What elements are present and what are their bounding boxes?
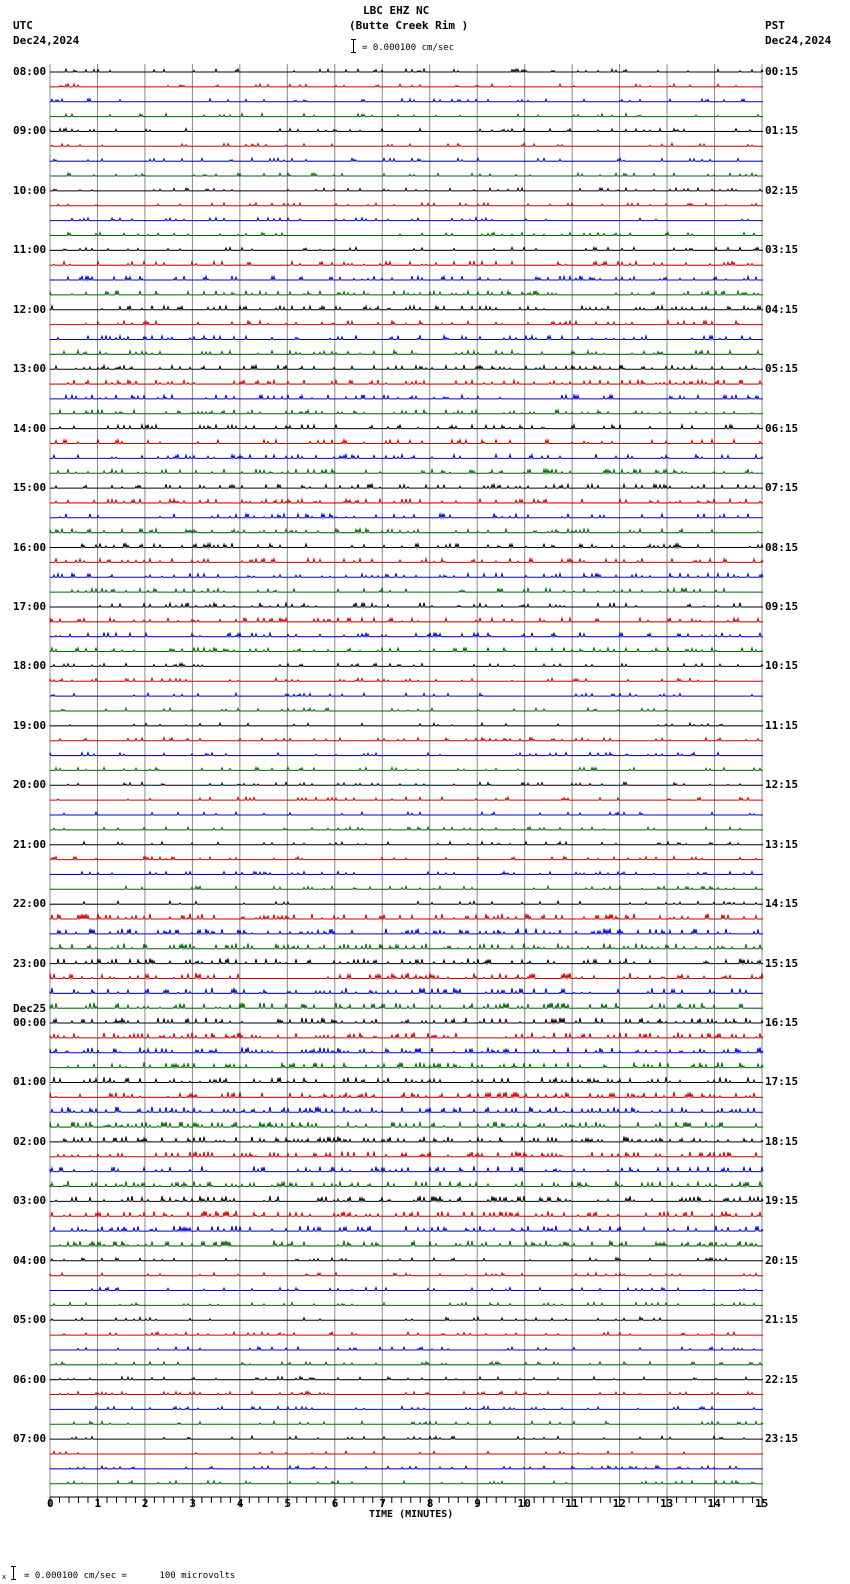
trace-line (50, 1003, 763, 1008)
trace-line (50, 1166, 763, 1171)
pst-hour-label: 09:15 (765, 599, 799, 613)
trace-line (50, 188, 763, 191)
pst-hour-label: 18:15 (765, 1134, 799, 1148)
footer-scale-bar-icon (11, 1566, 16, 1580)
footer-mark: x (2, 1573, 7, 1581)
trace-line (50, 1211, 763, 1216)
pst-hour-label: 02:15 (765, 183, 799, 197)
trace-line (50, 647, 763, 651)
utc-hour-label: 12:00 (13, 302, 47, 316)
trace-line (50, 618, 763, 622)
trace-line (50, 1392, 763, 1395)
trace-line (50, 1421, 763, 1424)
trace-line (50, 218, 763, 221)
trace-line (50, 812, 763, 815)
trace-line (50, 514, 763, 518)
x-tick-label: 7 (379, 1497, 386, 1510)
trace-line (50, 543, 763, 547)
pst-hour-label: 04:15 (765, 302, 799, 316)
pst-hour-label: 03:15 (765, 243, 799, 257)
utc-hour-label: 15:00 (13, 481, 47, 495)
trace-line (50, 1077, 763, 1082)
utc-hour-label: 18:00 (13, 659, 47, 673)
trace-line (50, 797, 763, 800)
trace-line (50, 723, 763, 726)
trace-line (50, 603, 763, 607)
trace-line (50, 1436, 763, 1439)
x-tick-label: 4 (236, 1497, 244, 1510)
trace-line (50, 499, 763, 503)
pst-hour-label: 17:15 (765, 1075, 799, 1089)
trace-line (50, 768, 763, 771)
trace-line (50, 901, 763, 904)
pst-hour-label: 12:15 (765, 778, 799, 792)
utc-hour-label: 02:00 (13, 1134, 47, 1148)
x-tick-label: 1 (94, 1497, 102, 1510)
utc-hour-label: 05:00 (13, 1313, 47, 1327)
scale-text: = 0.000100 cm/sec (362, 43, 455, 53)
trace-line (50, 988, 763, 993)
trace-line (50, 1152, 763, 1157)
pst-hour-label: 10:15 (765, 659, 799, 673)
pst-hour-label: 16:15 (765, 1016, 799, 1030)
utc-hour-label: 19:00 (13, 718, 47, 732)
pst-hour-label: 05:15 (765, 362, 799, 376)
trace-line (50, 842, 763, 845)
utc-hour-label: 23:00 (13, 956, 47, 970)
trace-line (50, 306, 763, 310)
trace-line (50, 380, 763, 384)
trace-line (50, 633, 763, 637)
trace-line (50, 529, 763, 533)
trace-line (50, 708, 763, 711)
x-tick-label: 5 (284, 1497, 291, 1510)
trace-line (50, 99, 763, 102)
utc-hour-label: 01:00 (13, 1075, 47, 1089)
trace-line (50, 1196, 763, 1201)
utc-hour-label: 17:00 (13, 599, 47, 613)
trace-line (50, 276, 763, 280)
utc-hour-label: 20:00 (13, 778, 47, 792)
pst-hour-label: 06:15 (765, 421, 799, 435)
trace-line (50, 173, 763, 176)
x-tick-label: 8 (426, 1497, 434, 1510)
pst-hour-label: 00:15 (765, 65, 799, 78)
pst-hour-label: 07:15 (765, 481, 799, 495)
trace-line (50, 1377, 763, 1380)
trace-line (50, 738, 763, 741)
x-tick-label: 3 (189, 1497, 197, 1510)
trace-line (50, 247, 763, 250)
pst-hour-label: 11:15 (765, 718, 799, 732)
trace-line (50, 1302, 763, 1305)
trace-line (50, 1317, 763, 1320)
x-tick-label: 9 (474, 1497, 481, 1510)
x-tick-label: 12 (612, 1497, 626, 1510)
utc-hour-label: 08:00 (13, 65, 47, 78)
trace-line (50, 1347, 763, 1350)
trace-line (50, 958, 763, 963)
trace-line (50, 69, 763, 72)
pst-hour-label: 08:15 (765, 540, 799, 554)
trace-line (50, 1062, 763, 1067)
trace-line (50, 558, 763, 562)
x-tick-label: 13 (660, 1497, 674, 1510)
trace-line (50, 410, 763, 414)
trace-line (50, 1288, 763, 1291)
trace-line (50, 454, 763, 458)
utc-hour-label: 07:00 (13, 1432, 47, 1446)
left-date: Dec24,2024 (13, 34, 80, 47)
trace-line (50, 1092, 763, 1097)
trace-line (50, 203, 763, 206)
trace-line (50, 872, 763, 875)
utc-hour-label: 03:00 (13, 1194, 47, 1208)
utc-hour-label: 11:00 (13, 243, 47, 257)
trace-line (50, 1258, 763, 1261)
x-tick-label: 15 (755, 1497, 769, 1510)
trace-line (50, 321, 763, 325)
trace-line (50, 1451, 763, 1454)
trace-line (50, 1332, 763, 1335)
trace-line (50, 663, 763, 666)
trace-line (50, 84, 763, 87)
trace-line (50, 1047, 763, 1052)
trace-line (50, 782, 763, 785)
trace-line (50, 1226, 763, 1231)
right-date: Dec24,2024 (765, 34, 832, 47)
utc-hour-label: 04:00 (13, 1253, 47, 1267)
trace-line (50, 1481, 763, 1484)
x-tick-label: 14 (707, 1497, 721, 1510)
trace-line (50, 827, 763, 830)
trace-line (50, 1466, 763, 1469)
trace-line (50, 128, 763, 131)
trace-line (50, 693, 763, 696)
x-axis-label: TIME (MINUTES) (369, 1509, 454, 1520)
pst-hour-label: 19:15 (765, 1194, 799, 1208)
x-tick-label: 11 (565, 1497, 579, 1510)
right-timezone: PST (765, 19, 785, 32)
utc-hour-label: 16:00 (13, 540, 47, 554)
trace-line (50, 678, 763, 681)
trace-line (50, 1018, 763, 1023)
utc-hour-label: 22:00 (13, 897, 47, 911)
trace-line (50, 1137, 763, 1142)
station-location: (Butte Creek Rim ) (349, 19, 469, 32)
trace-line (50, 469, 763, 473)
pst-hour-label: 14:15 (765, 897, 799, 911)
pst-hour-label: 22:15 (765, 1372, 799, 1386)
trace-line (50, 365, 763, 369)
trace-line (50, 857, 763, 860)
pst-hour-label: 20:15 (765, 1253, 799, 1267)
trace-line (50, 573, 763, 577)
trace-line (50, 944, 763, 949)
utc-hour-label: 21:00 (13, 837, 47, 851)
trace-line (50, 261, 763, 265)
trace-line (50, 929, 763, 934)
trace-line (50, 350, 763, 354)
utc-hour-label: 14:00 (13, 421, 47, 435)
trace-line (50, 1107, 763, 1112)
trace-line (50, 753, 763, 756)
pst-hour-label: 21:15 (765, 1313, 799, 1327)
utc-hour-label: 00:00 (13, 1016, 47, 1030)
trace-line (50, 395, 763, 399)
trace-line (50, 886, 763, 889)
trace-line (50, 158, 763, 161)
pst-hour-label: 01:15 (765, 124, 799, 138)
x-tick-label: 6 (331, 1497, 339, 1510)
trace-line (50, 1362, 763, 1365)
utc-hour-label: 09:00 (13, 124, 47, 138)
trace-line (50, 114, 763, 117)
x-tick-label: 10 (517, 1497, 531, 1510)
trace-line (50, 291, 763, 295)
x-tick-label: 0 (47, 1497, 54, 1510)
trace-line (50, 1406, 763, 1409)
trace-line (50, 439, 763, 443)
trace-line (50, 1033, 763, 1038)
trace-line (50, 914, 763, 919)
trace-line (50, 1241, 763, 1246)
pst-hour-label: 15:15 (765, 956, 799, 970)
pst-hour-label: 13:15 (765, 837, 799, 851)
x-tick-label: 2 (141, 1497, 149, 1510)
utc-hour-label: 13:00 (13, 362, 47, 376)
station-title: LBC EHZ NC (363, 4, 430, 17)
trace-line (50, 143, 763, 146)
trace-line (50, 335, 763, 339)
pst-hour-label: 23:15 (765, 1432, 799, 1446)
trace-line (50, 1122, 763, 1127)
utc-hour-label: 06:00 (13, 1372, 47, 1386)
footer-scale-text: = 0.000100 cm/sec = 100 microvolts (24, 1571, 236, 1581)
trace-line (50, 1273, 763, 1276)
trace-line (50, 588, 763, 592)
trace-line (50, 973, 763, 978)
trace-line (50, 425, 763, 429)
date-change-label: Dec25 (13, 1002, 47, 1016)
trace-line (50, 484, 763, 488)
left-timezone: UTC (13, 19, 33, 32)
trace-line (50, 233, 763, 236)
trace-line (50, 1181, 763, 1186)
utc-hour-label: 10:00 (13, 183, 47, 197)
